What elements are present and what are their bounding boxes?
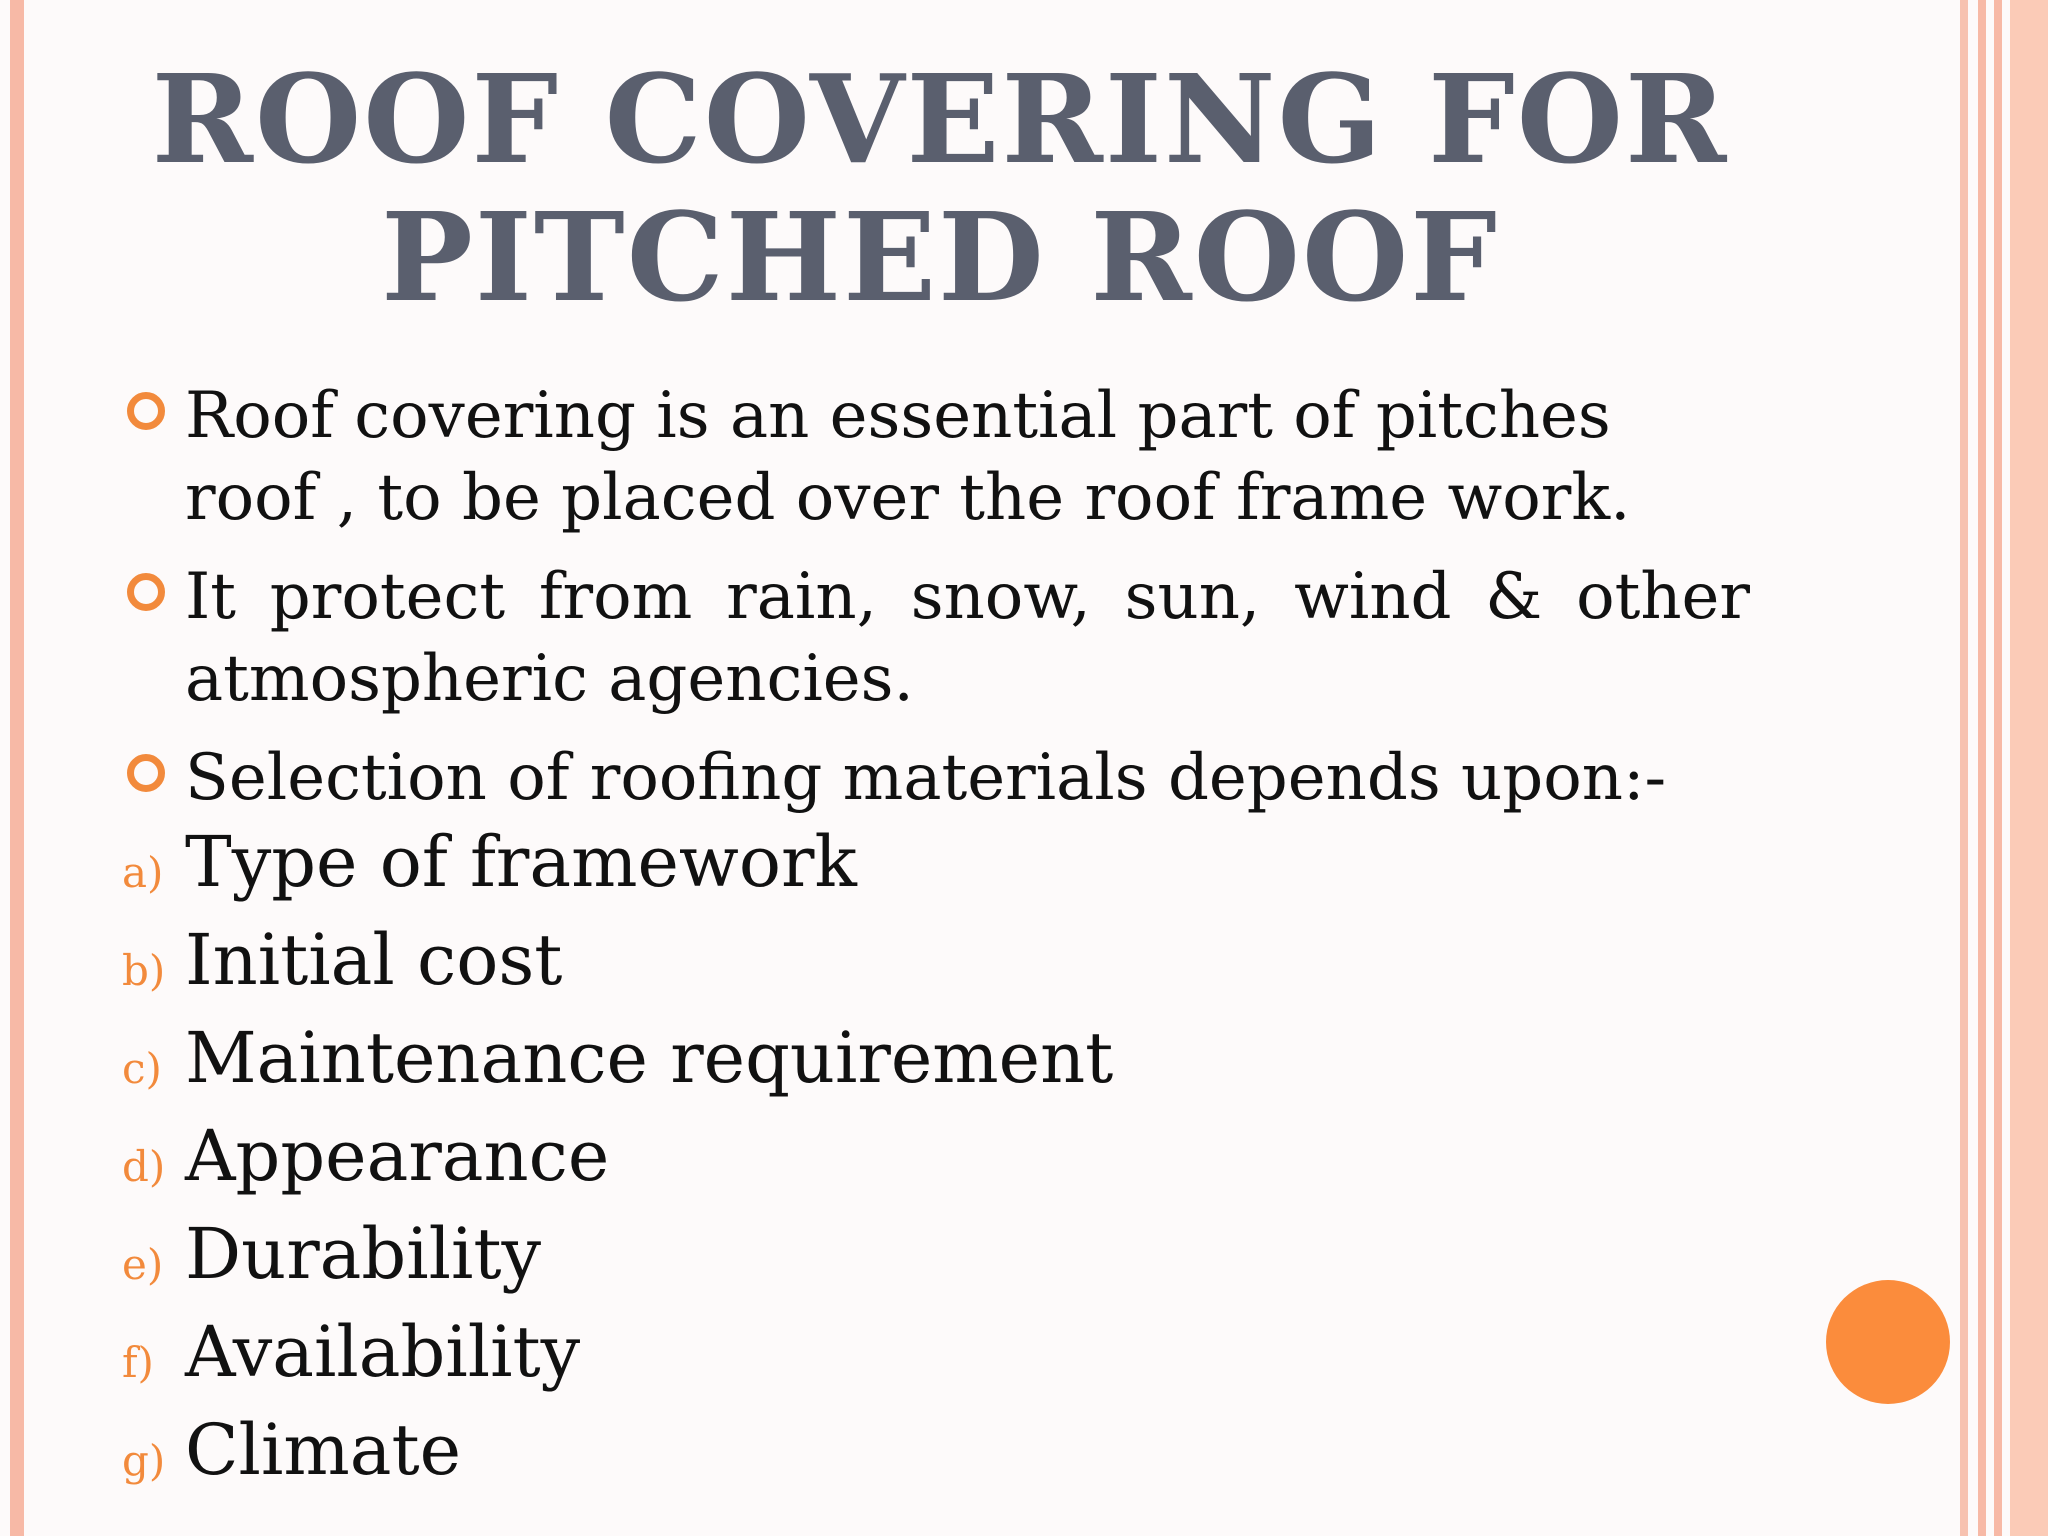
- title-line-2: PITCHED ROOF: [381, 185, 1499, 329]
- list-item-letter: e): [122, 1240, 164, 1289]
- bullet-circle-icon: [127, 573, 165, 611]
- list-item-text: Appearance: [185, 1115, 610, 1197]
- list-item: [122, 919, 1622, 1012]
- title-line-1: ROOF COVERING FOR: [151, 47, 1729, 191]
- list-item: [122, 1017, 1622, 1110]
- list-item: [122, 1311, 1622, 1404]
- list-item: [122, 1213, 1622, 1306]
- list-item-text: Climate: [185, 1409, 462, 1491]
- list-item-text: Durability: [185, 1213, 542, 1295]
- list-item-letter: d): [122, 1142, 166, 1191]
- list-item-letter: g): [122, 1436, 166, 1485]
- right-border-stripe: [2010, 0, 2048, 1536]
- list-item: [122, 821, 1622, 914]
- list-item-letter: c): [122, 1044, 162, 1093]
- bullet-item: Roof covering is an essential part of pitches roof , to be placed over the roof frame work.: [185, 379, 1631, 535]
- list-item-text: Initial cost: [185, 919, 563, 1001]
- right-border-stripe: [1994, 0, 2002, 1536]
- list-item-letter: f): [122, 1338, 154, 1387]
- bullet-item: Selection of roofing materials depends upon:-: [185, 741, 1667, 815]
- slide-title: [0, 47, 1880, 329]
- list-item-letter: b): [122, 946, 166, 995]
- bullet-circle-icon: [127, 754, 165, 792]
- list-item-letter: a): [122, 848, 164, 897]
- bullet-circle-icon: [127, 392, 165, 430]
- right-border-stripe: [1978, 0, 1986, 1536]
- bullet-item: It protect from rain, snow, sun, wind & other atmospheric agencies.: [185, 560, 1750, 716]
- list-item: [122, 1409, 1622, 1502]
- list-item-text: Type of framework: [185, 821, 857, 903]
- decorative-circle-icon: [1826, 1280, 1950, 1404]
- list-item-text: Availability: [185, 1311, 581, 1393]
- list-item-text: Maintenance requirement: [185, 1017, 1114, 1099]
- right-border-stripe: [1960, 0, 1968, 1536]
- list-item: [122, 1115, 1622, 1208]
